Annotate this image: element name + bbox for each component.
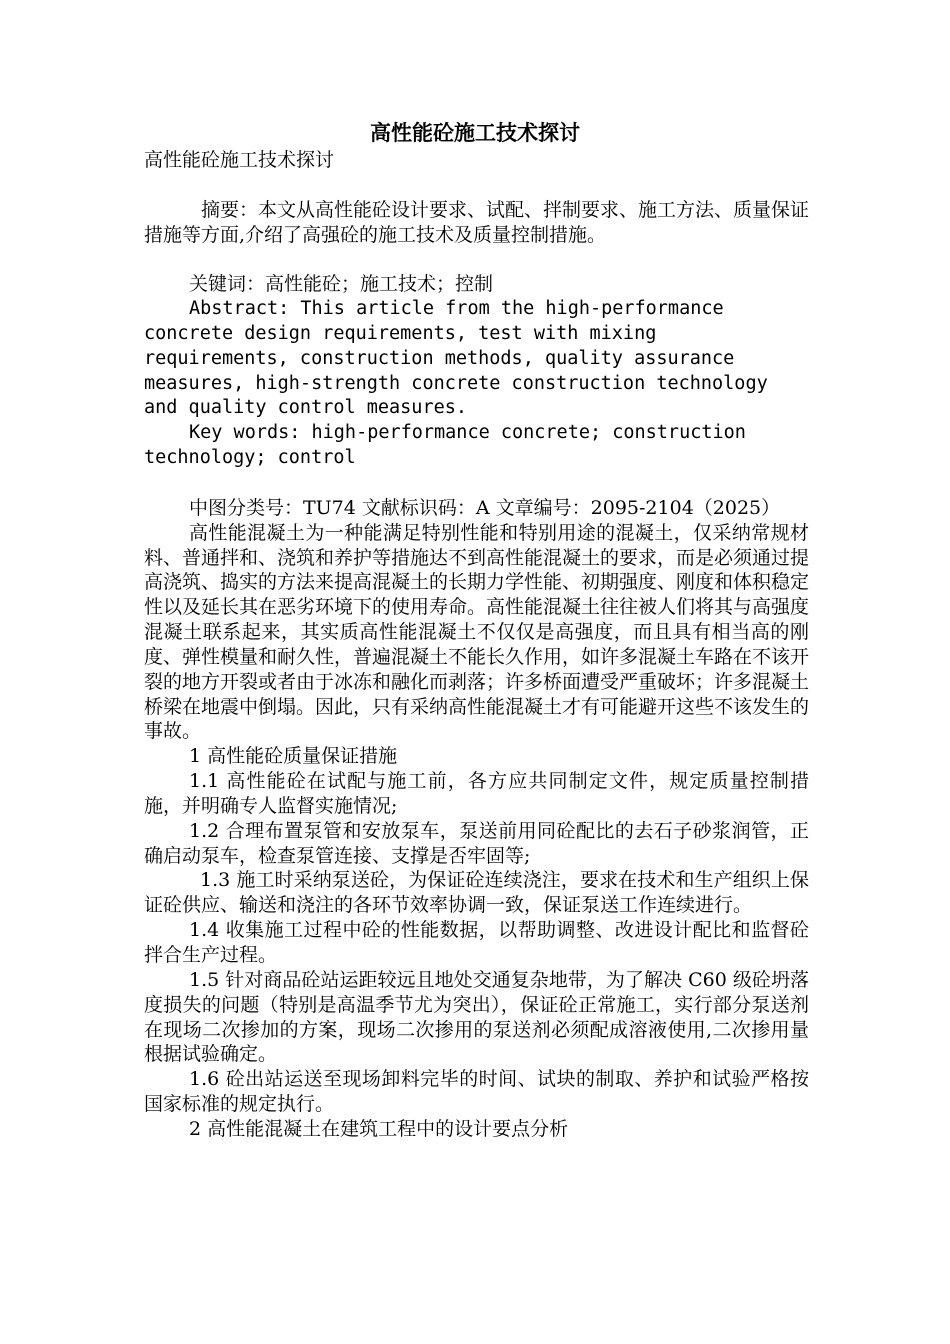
keywords-en: Key words: high-performance concrete; construction technology; control [144,422,746,469]
blank-line [144,173,809,198]
abstract-cn: 摘要：本文从高性能砼设计要求、试配、拌制要求、施工方法、质量保证措施等方面,介绍了高强砼的施工技术及质量控制措施。 [144,198,810,246]
document-subtitle: 高性能砼施工技术探讨 [144,149,335,171]
section-1-1: 1.1 高性能砼在试配与施工前，各方应共同制定文件，规定质量控制措施，并明确专人监督实施情况; [144,770,809,817]
section-2-heading: 2 高性能混凝土在建筑工程中的设计要点分析 [189,1117,569,1140]
keywords-cn: 关键词：高性能砼；施工技术；控制 [189,273,494,296]
section-1-5: 1.5 针对商品砼站运距较远且地处交通复杂地带，为了解决 C60 级砼坍落度损失的问题（特别是高温季节尤为突出），保证砼正常施工，实行部分泵送剂在现场二次掺加的方案，现场二次掺用的泵送剂必须配成溶液使用,二次掺用量根据试验确定。 [144,968,809,1066]
blank-line [144,247,809,272]
section-1-heading: 1 高性能砼质量保证措施 [189,745,398,768]
abstract-en: Abstract: This article from the high-performance concrete design requirements, test with mixing requirements, construction methods, quality assurance measures, high-strength concrete construction technology and quality control measures. [144,298,768,419]
document-body [144,148,809,1142]
section-1-2: 1.2 合理布置泵管和安放泵车，泵送前用同砼配比的去石子砂浆润管，正确启动泵车，检查泵管连接、支撑是否牢固等; [144,819,809,867]
intro-paragraph: 高性能混凝土为一种能满足特别性能和特别用途的混凝土，仅采纳常规材料、普通拌和、浇筑和养护等措施达不到高性能混凝土的要求，而是必须通过提高浇筑、捣实的方法来提高混凝土的长期力学性能、初期强度、刚度和体积稳定性以及延长其在恶劣环境下的使用寿命。高性能混凝土往往被人们将其与高强度混凝土联系起来，其实质高性能混凝土不仅仅是高强度，而且具有相当高的刚度、弹性模量和耐久性，普遍混凝土不能长久作用，如许多混凝土车路在不该开裂的地方开裂或者由于冰冻和融化而剥落；许多桥面遭受严重破坏；许多混凝土桥梁在地震中倒塌。因此，只有采纳高性能混凝土才有可能避开这些不该发生的事故。 [144,521,810,743]
classification-line: 中图分类号：TU74 文献标识码：A 文章编号：2095-2104（2025） [189,496,781,519]
blank-line [144,471,809,496]
section-1-4: 1.4 收集施工过程中砼的性能数据，以帮助调整、改进设计配比和监督砼拌合生产过程。 [144,919,809,966]
document-title: 高性能砼施工技术探讨 [370,120,580,145]
section-1-3: 1.3 施工时采纳泵送砼，为保证砼连续浇注，要求在技术和生产组织上保证砼供应、输送和浇注的各环节效率协调一致，保证泵送工作连续进行。 [144,869,809,917]
section-1-6: 1.6 砼出站运送至现场卸料完毕的时间、试块的制取、养护和试验严格按国家标准的规定执行。 [144,1068,809,1116]
